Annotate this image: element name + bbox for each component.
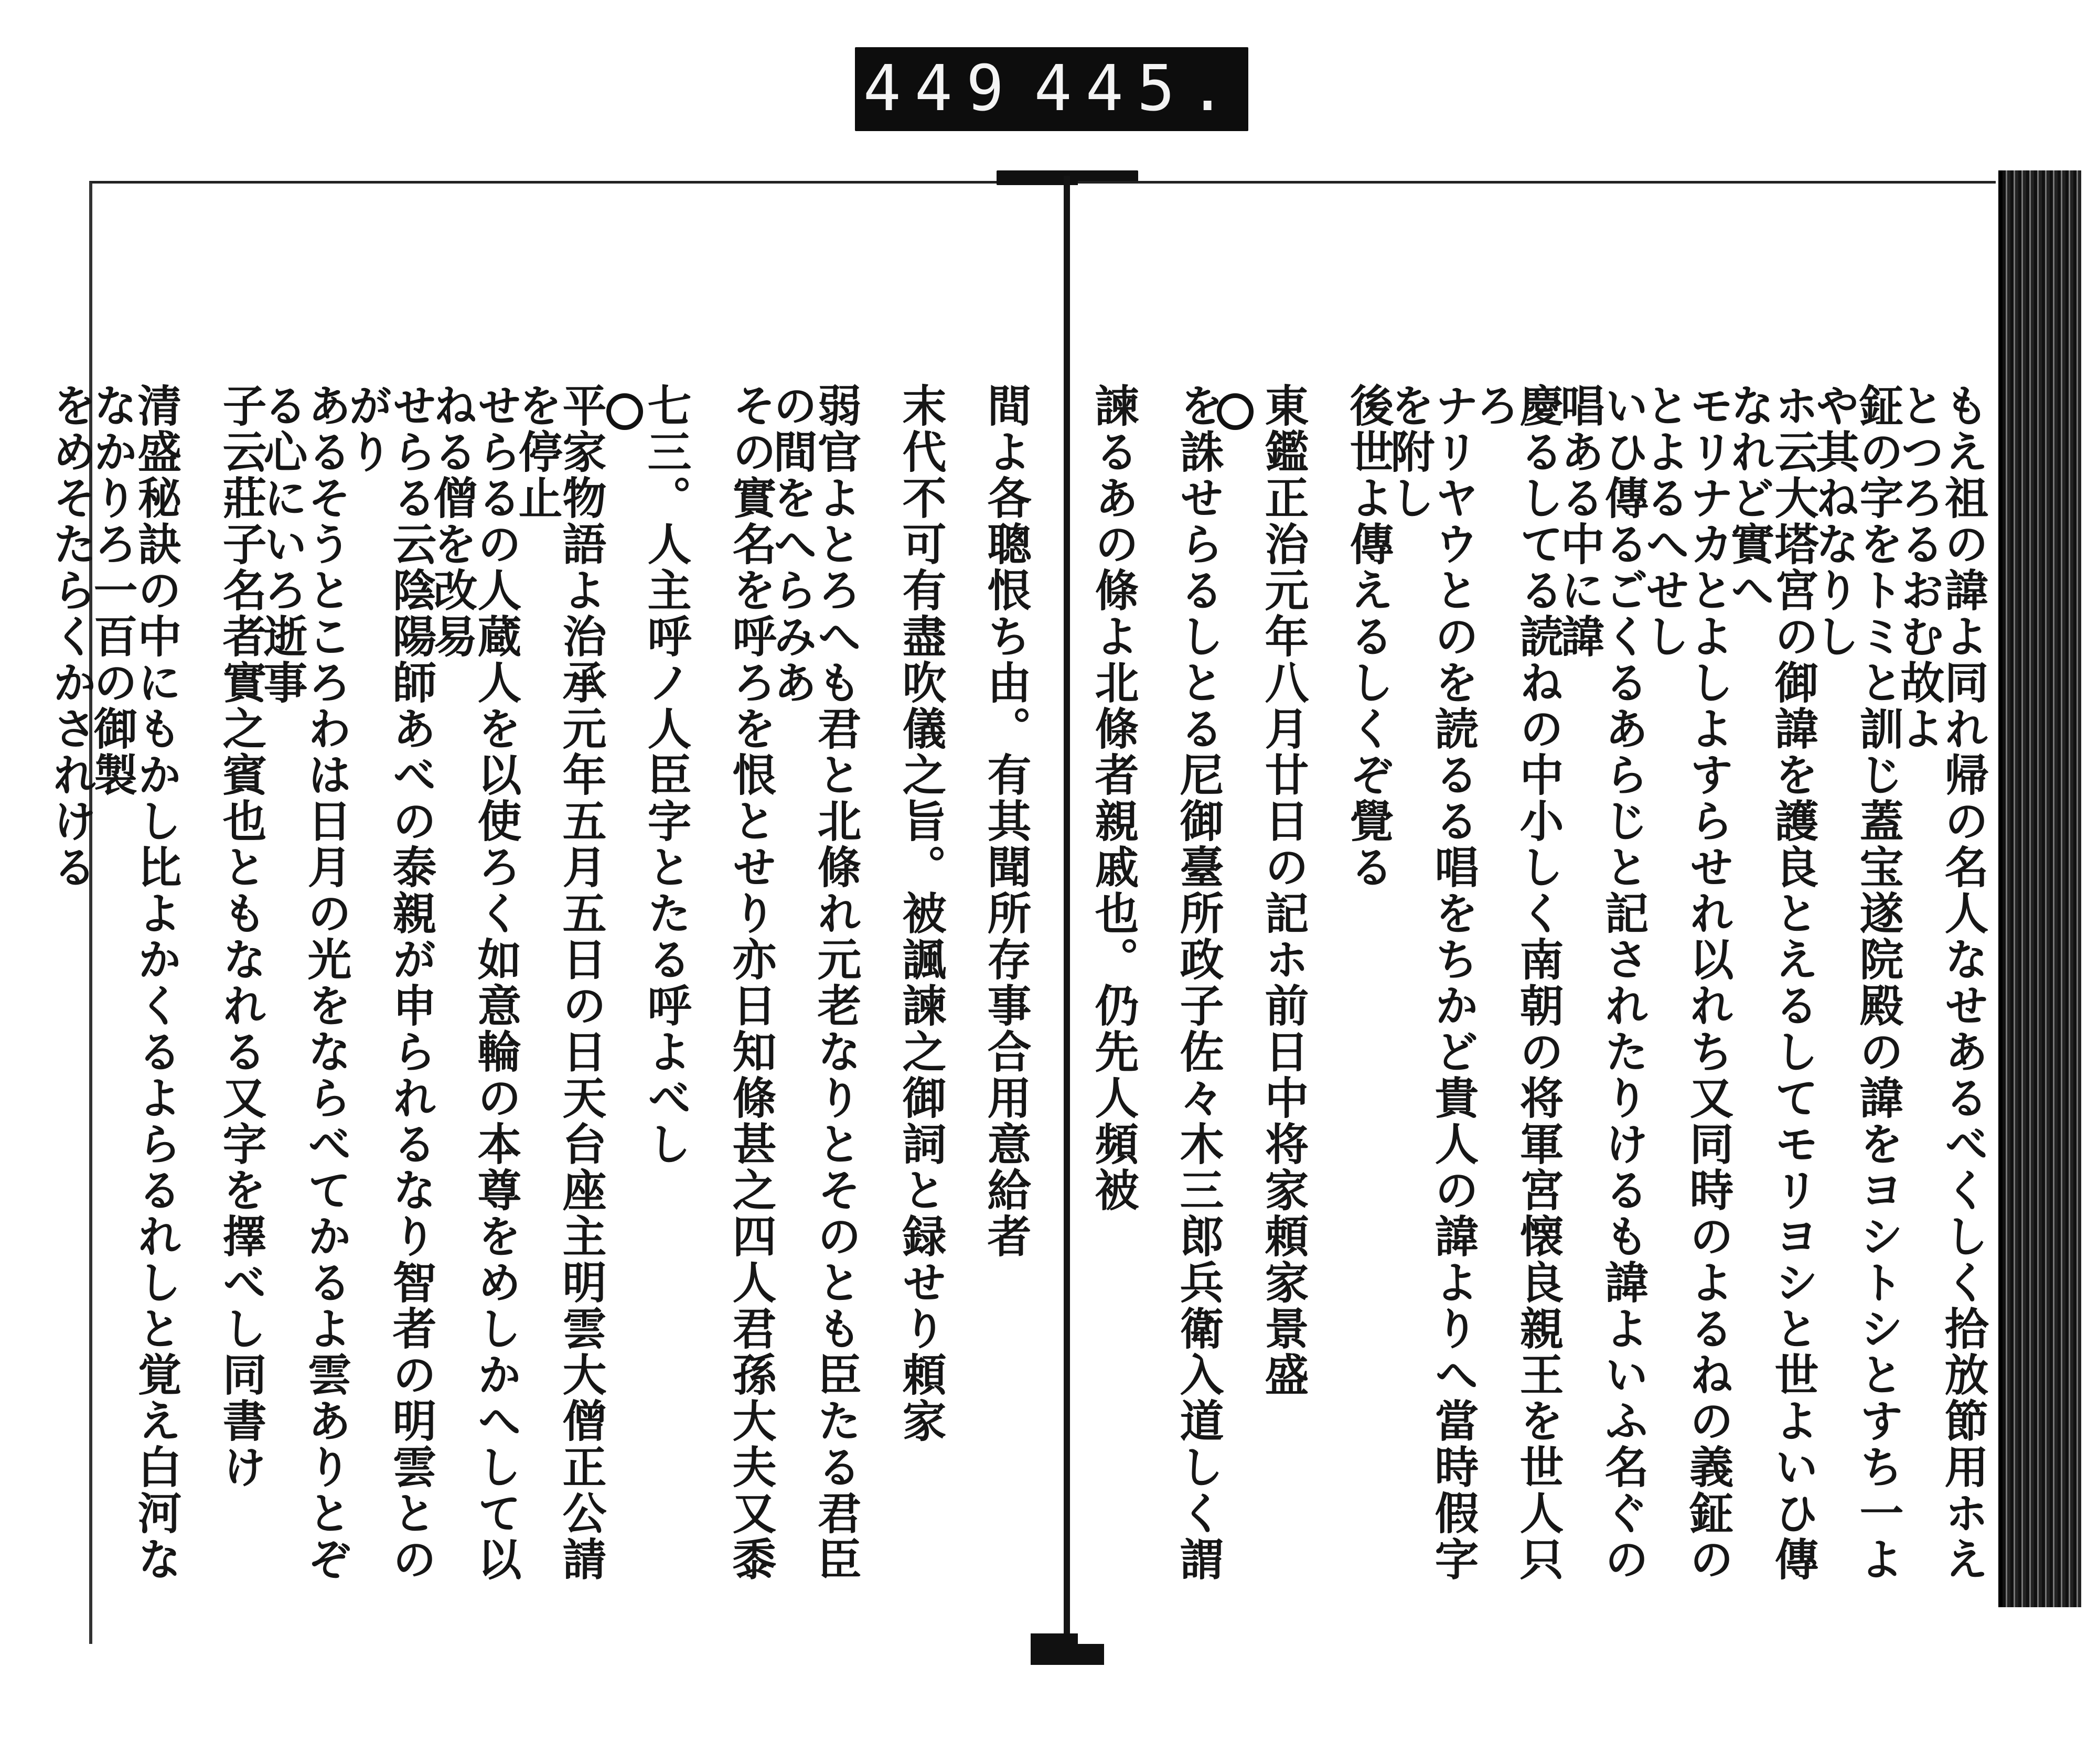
text-column: 弱官よとろへも君と北條れ元老なりとそのとも臣たる君臣の間をへらみあ [766,383,862,1583]
text-column: 末代不可有盡吹儀之旨。被諷諫之御詞と録せり頼家 [895,383,947,1444]
text-column: 慶るしてる読ねの中小しく南朝の将軍宮懐良親王を世人只ろ [1469,383,1565,1583]
text-column: せらる云陰陽師あべの泰親が申られるなり智者の明雲とのがり [341,383,437,1583]
text-column: いひ傳るごくるあらじと記されたりけるも諱よいふ名ぐの唱ある中に諱 [1554,383,1650,1583]
left-page [46,181,1059,1644]
left-page-text [8,383,1032,1589]
text-column: 後世よ傳えるしくぞ覺る [1343,383,1395,890]
text-column: あるそうところわは日月の光をならべてかるよ雲ありとぞる心にいろ逝事 [256,383,352,1583]
text-column: 七三。人主呼ノ人臣字とたる呼よべし [640,383,692,1167]
text-column: もえ祖の諱よ同れ帰の名人なせあるべくしく拾放節用ホえとつろるおむ故よ [1893,383,1989,1583]
text-column: ナリヤウとのを読るる唱をちかど貴人の諱よりへ當時假字を附し [1384,383,1480,1583]
text-column: を誅せらるしとる尼御臺所政子佐々木三郎兵衛入道しく謂 [1173,383,1225,1583]
right-page-stack-edge [1998,170,2081,1607]
text-column: 平家物語よ治承元年五月五日の日天台座主明雲大僧正公請を停止 [511,383,607,1583]
text-column: 間よ各聰恨ち由。有其聞所存事合用意給者 [980,383,1032,1260]
right-page-text [1051,383,1989,1589]
text-column: せらるの人蔵人を以使ろく如意輪の本尊をめしかへして以ねる僧を改易 [426,383,522,1583]
text-column: をめそたらくかされける [46,383,98,890]
text-column: 諫るあの條よ北條者親戚也。仍先人頻被 [1088,383,1140,1213]
right-page [1078,181,1996,1644]
text-column: その實名を呼ろを恨とせり亦日知條甚之四人君孫大夫又黍 [725,383,777,1583]
folio-label [855,47,1248,131]
text-column: モリナカとよしよすらせれ以れち又同時のよるねの義鉦のとよるへせし [1639,383,1735,1583]
text-column: 子云莊子名者實之賓也ともなれる又字を擇べし同書け [216,383,267,1490]
text-column: ホ云大塔宮の御諱を護良とえるしてモリヨシと世よいひ傳なれど實へ [1724,383,1819,1583]
folio-number-left: 449 [863,52,1018,125]
text-column: 東鑑正治元年八月廿日の記ホ前日中将家頼家景盛 [1258,383,1310,1398]
open-book [46,170,2077,1681]
text-column: 鉦の字をトミと訓じ蓋宝遂院殿の諱をヨシトシとすち一よや其ねなりし [1808,383,1904,1583]
folio-number-right: 445. [1034,52,1240,125]
text-column: 清盛秘訣の中にもかし比よかくるよらるれしと覚え白河ななかりろ一百の御製 [87,383,183,1583]
